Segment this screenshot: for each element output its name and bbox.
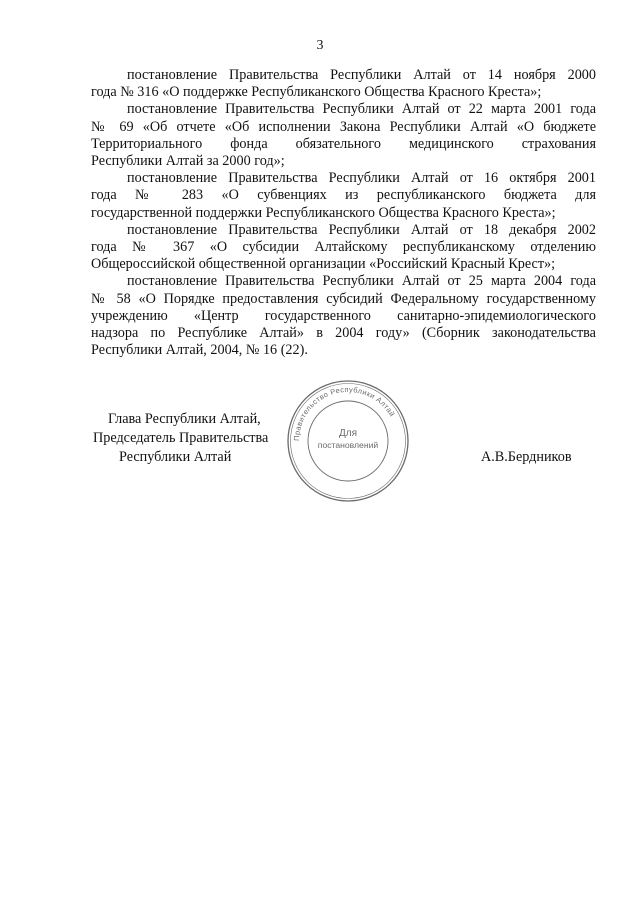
text-line: постановление Правительства Республики Алтай от 18 декабря 2002 — [127, 221, 596, 238]
signatory-position: Глава Республики Алтай, — [108, 411, 261, 427]
page-number: 3 — [316, 38, 324, 53]
signatory-name: А.В.Бердников — [481, 449, 572, 465]
text-line: Общероссийской общественной организации «Российский Красный Крест»; — [91, 256, 556, 273]
document-body — [91, 67, 596, 359]
signatory-position: Председатель Правительства — [93, 430, 269, 446]
stamp-center-text: Для — [338, 428, 358, 439]
signatory-position: Республики Алтай — [119, 449, 232, 465]
paragraph — [91, 101, 596, 170]
text-line: Республики Алтай за 2000 год»; — [91, 153, 285, 170]
stamp-center-text: постановлений — [317, 440, 379, 450]
text-line: постановление Правительства Республики Алтай от 14 ноября 2000 — [127, 67, 596, 83]
paragraph — [91, 273, 596, 359]
text-line: Территориального фонда обязательного медицинского страхования — [91, 135, 596, 152]
paragraph — [91, 67, 596, 101]
text-line: государственной поддержки Республиканского Общества Красного Креста»; — [91, 204, 556, 221]
paragraph — [91, 222, 596, 274]
text-line: года № 367 «О субсидии Алтайскому республиканскому отделению — [91, 239, 596, 256]
text-line: учреждению «Центр государственного санитарно-эпидемиологического — [91, 307, 596, 324]
text-line: Республики Алтай, 2004, № 16 (22). — [91, 342, 308, 359]
text-line: постановление Правительства Республики Алтай от 22 марта 2001 года — [127, 101, 596, 118]
text-line: № 58 «О Порядке предоставления субсидий Федеральному государственному — [91, 290, 596, 307]
text-line: постановление Правительства Республики Алтай от 25 марта 2004 года — [127, 273, 596, 290]
paragraph — [91, 170, 596, 222]
official-stamp — [285, 378, 411, 504]
text-line: постановление Правительства Республики Алтай от 16 октября 2001 — [127, 170, 596, 187]
text-line: года № 283 «О субвенциях из республиканского бюджета для — [91, 187, 596, 204]
text-line: года № 316 «О поддержке Республиканского Общества Красного Креста»; — [91, 84, 542, 101]
stamp-ring-text: Правительство Республики Алтай — [291, 384, 397, 442]
text-line: № 69 «Об отчете «Об исполнении Закона Республики Алтай «О бюджете — [91, 118, 596, 135]
text-line: надзора по Республике Алтай» в 2004 году» (Сборник законодательства — [91, 325, 596, 342]
